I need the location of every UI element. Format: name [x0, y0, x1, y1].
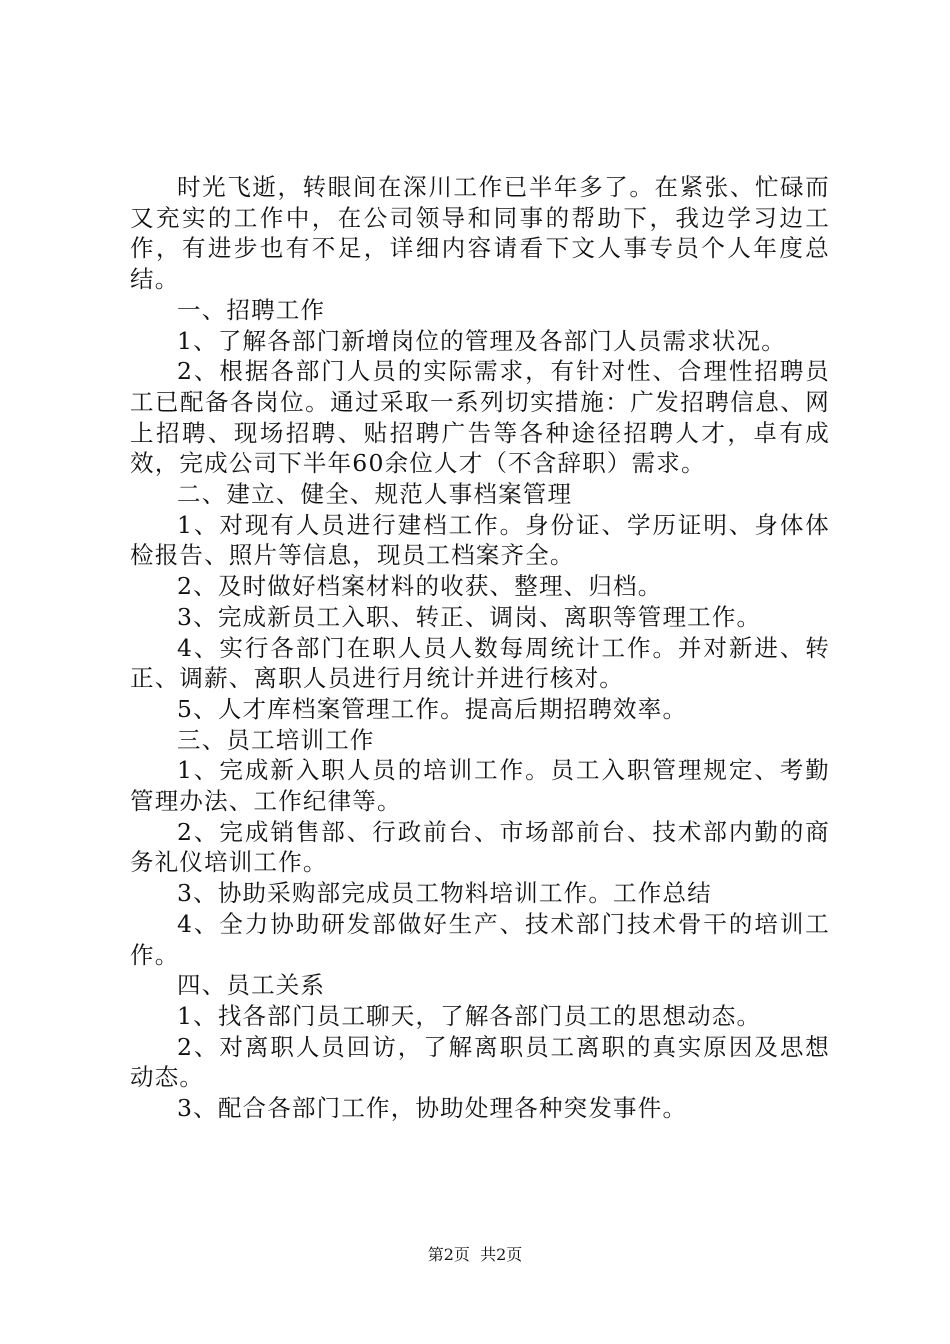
page-number-footer: 第2页 共2页 — [427, 1245, 523, 1264]
list-item: 1、完成新入职人员的培训工作。员工入职管理规定、考勤管理办法、工作纪律等。 — [130, 756, 830, 816]
list-item: 5、人才库档案管理工作。提高后期招聘效率。 — [177, 694, 688, 723]
list-item: 1、找各部门员工聊天，了解各部门员工的思想动态。 — [177, 1001, 762, 1030]
list-item: 2、及时做好档案材料的收获、整理、归档。 — [177, 572, 663, 601]
intro-paragraph: 时光飞逝，转眼间在深川工作已半年多了。在紧张、忙碌而又充实的工作中，在公司领导和同事的帮助下，我边学习边工作，有进步也有不足，详细内容请看下文人事专员个人年度总结。 — [130, 173, 830, 294]
section-heading-training: 三、员工培训工作 — [177, 725, 375, 754]
list-item: 4、全力协助研发部做好生产、技术部门技术骨干的培训工作。 — [130, 909, 830, 969]
document-body — [130, 172, 830, 1124]
list-item: 2、对离职人员回访，了解离职员工离职的真实原因及思想动态。 — [130, 1032, 830, 1092]
section-heading-archives: 二、建立、健全、规范人事档案管理 — [177, 480, 573, 509]
list-item: 1、了解各部门新增岗位的管理及各部门人员需求状况。 — [177, 326, 786, 355]
section-heading-relations: 四、员工关系 — [177, 971, 326, 1000]
list-item: 3、配合各部门工作，协助处理各种突发事件。 — [177, 1094, 688, 1123]
list-item: 4、实行各部门在职人员人数每周统计工作。并对新进、转正、调薪、离职人员进行月统计并进行核对。 — [130, 633, 830, 693]
list-item: 2、完成销售部、行政前台、市场部前台、技术部内勤的商务礼仪培训工作。 — [130, 817, 830, 877]
list-item: 2、根据各部门人员的实际需求，有针对性、合理性招聘员工已配备各岗位。通过采取一系列切实措施：广发招聘信息、网上招聘、现场招聘、贴招聘广告等各种途径招聘人才，卓有成效，完成公司下半年60余位人才（不含辞职）需求。 — [130, 357, 830, 478]
list-item: 3、协助采购部完成员工物料培训工作。工作总结 — [177, 879, 712, 908]
list-item: 1、对现有人员进行建档工作。身份证、学历证明、身体体检报告、照片等信息，现员工档案齐全。 — [130, 510, 830, 570]
section-heading-recruitment: 一、招聘工作 — [177, 295, 326, 324]
list-item: 3、完成新员工入职、转正、调岗、离职等管理工作。 — [177, 602, 762, 631]
